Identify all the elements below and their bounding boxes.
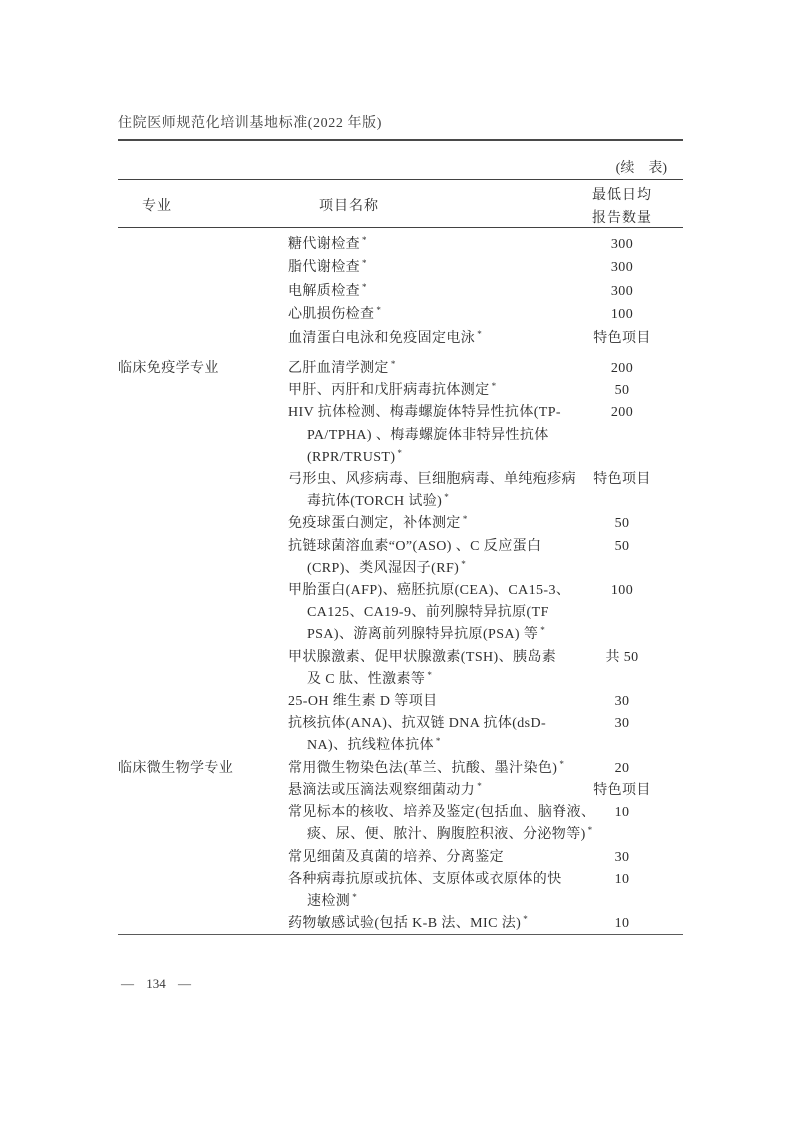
table-group [118, 233, 683, 350]
group-entries [288, 233, 683, 350]
table-row [288, 380, 683, 402]
table-row [288, 327, 683, 350]
min-daily-report-value: 特色项目 [593, 782, 651, 798]
table-row [288, 913, 683, 935]
item-line: 毒抗体(TORCH 试验) * [307, 492, 450, 510]
table-row [288, 303, 683, 326]
item-line: 痰、尿、便、脓汁、胸腹腔积液、分泌物等) * [307, 825, 593, 843]
table-group [118, 358, 683, 758]
min-daily-report-value: 100 [610, 583, 634, 599]
item-line: 常用微生物染色法(革兰、抗酸、墨汁染色) * [288, 758, 565, 776]
item-line: 糖代谢检查 * [288, 235, 367, 252]
asterisk-marker: * [376, 305, 382, 316]
min-daily-report-value: 100 [610, 307, 634, 323]
min-daily-report-value: 300 [610, 237, 634, 252]
table-row [288, 513, 683, 535]
asterisk-marker: * [461, 558, 467, 569]
min-daily-report-value: 20 [614, 760, 630, 776]
item-line: 电解质检查 * [288, 281, 367, 299]
item-line: 药物敏感试验(包括 K-B 法、MIC 法) * [288, 914, 529, 932]
column-header-item-name: 项目名称 [319, 199, 379, 214]
asterisk-marker: * [397, 447, 403, 458]
asterisk-marker: * [444, 492, 450, 503]
min-daily-report-value: 特色项目 [593, 472, 651, 488]
item-line: 抗链球菌溶血素“O”(ASO) 、C 反应蛋白 [288, 538, 542, 554]
asterisk-marker: * [477, 780, 483, 791]
specialty-cell: 临床免疫学专业 [118, 361, 219, 377]
min-daily-report-value: 200 [610, 361, 634, 377]
item-line: HIV 抗体检测、梅毒螺旋体特异性抗体(TP- [288, 405, 561, 421]
header-rule [118, 139, 683, 141]
table-body [118, 233, 683, 935]
item-line: (CRP)、类风湿因子(RF) * [307, 558, 467, 576]
asterisk-marker: * [559, 758, 565, 769]
table-header-rule [118, 227, 683, 228]
item-line: 甲胎蛋白(AFP)、癌胚抗原(CEA)、CA15-3、 [288, 583, 571, 599]
item-line: 脂代谢检查 * [288, 258, 367, 276]
group-entries [288, 758, 683, 936]
item-line: 各种病毒抗原或抗体、支原体或衣原体的快 [288, 871, 562, 887]
asterisk-marker: * [390, 359, 396, 370]
item-line: 常见标本的核收、培养及鉴定(包括血、脑脊液、 [288, 805, 596, 821]
item-line: CA125、CA19-9、前列腺特异抗原(TF [307, 605, 549, 621]
min-daily-report-value: 特色项目 [593, 330, 651, 346]
asterisk-marker: * [462, 514, 468, 525]
item-line: 免疫球蛋白测定，补体测定 * [288, 514, 468, 532]
item-line: 悬滴法或压滴法观察细菌动力 * [288, 780, 483, 798]
min-daily-report-value: 300 [610, 283, 634, 299]
min-daily-report-value: 10 [614, 805, 630, 821]
table-row [288, 802, 683, 846]
min-daily-report-value: 200 [610, 405, 634, 421]
table-row [288, 358, 683, 380]
asterisk-marker: * [587, 825, 593, 836]
asterisk-marker: * [362, 258, 367, 269]
table-row [288, 280, 683, 303]
asterisk-marker: * [540, 625, 546, 636]
asterisk-marker: * [352, 891, 358, 902]
table-row [288, 580, 683, 647]
table-row [288, 869, 683, 913]
item-line: 抗核抗体(ANA)、抗双链 DNA 抗体(dsD- [288, 716, 547, 732]
min-daily-report-value: 50 [614, 516, 630, 532]
item-line: 25-OH 维生素 D 等项目 [288, 694, 438, 710]
min-daily-report-value: 30 [614, 694, 630, 710]
table-continuation-note: (续 表) [615, 161, 667, 176]
item-line: PSA)、游离前列腺特异抗原(PSA) 等 * [307, 625, 546, 643]
table-row [288, 469, 683, 513]
table-row [288, 780, 683, 802]
asterisk-marker: * [491, 381, 497, 392]
table-row [288, 647, 683, 691]
asterisk-marker: * [477, 328, 483, 339]
table-group [118, 758, 683, 936]
min-daily-report-value: 30 [614, 716, 630, 732]
item-line: PA/TPHA) 、梅毒螺旋体非特异性抗体 [307, 427, 549, 443]
asterisk-marker: * [523, 914, 529, 925]
asterisk-marker: * [362, 281, 367, 292]
table-row [288, 233, 683, 256]
min-daily-report-value: 共 50 [605, 649, 639, 665]
item-line: 弓形虫、风疹病毒、巨细胞病毒、单纯疱疹病 [288, 472, 576, 488]
table-row [288, 691, 683, 713]
column-header-min-daily-line2: 报告数量 [592, 211, 652, 226]
item-line: 心肌损伤检查 * [288, 305, 382, 323]
table-row [288, 847, 683, 869]
table-row [288, 256, 683, 279]
min-daily-report-value: 30 [614, 849, 630, 865]
item-line: (RPR/TRUST) * [307, 447, 403, 465]
page-number: — 134 — [121, 976, 191, 991]
min-daily-report-value: 10 [614, 871, 630, 887]
item-line: 甲状腺激素、促甲状腺激素(TSH)、胰岛素 [288, 649, 557, 665]
specialty-cell: 临床微生物学专业 [118, 760, 234, 776]
page-header-title: 住院医师规范化培训基地标准(2022 年版) [118, 116, 383, 131]
table-row [288, 758, 683, 780]
min-daily-report-value: 50 [614, 383, 630, 399]
min-daily-report-value: 10 [614, 916, 630, 932]
item-line: NA)、抗线粒体抗体 * [307, 736, 441, 754]
table-row [288, 402, 683, 469]
item-line: 甲肝、丙肝和戊肝病毒抗体测定 * [288, 381, 497, 399]
table-row [288, 713, 683, 757]
column-header-min-daily-line1: 最低日均 [592, 188, 652, 203]
item-line: 常见细菌及真菌的培养、分离鉴定 [288, 849, 504, 865]
asterisk-marker: * [362, 235, 367, 245]
asterisk-marker: * [435, 736, 441, 747]
item-line: 速检测 * [307, 891, 358, 909]
table-top-rule [118, 179, 683, 180]
table-row [288, 536, 683, 580]
table-bottom-rule [118, 934, 683, 935]
asterisk-marker: * [427, 669, 433, 680]
item-line: 及 C 肽、性激素等 * [307, 669, 433, 687]
item-line: 乙肝血清学测定 * [288, 359, 396, 377]
column-header-specialty: 专业 [142, 199, 172, 214]
min-daily-report-value: 300 [610, 260, 634, 276]
item-line: 血清蛋白电泳和免疫固定电泳 * [288, 328, 483, 346]
group-entries [288, 358, 683, 758]
min-daily-report-value: 50 [614, 538, 630, 554]
